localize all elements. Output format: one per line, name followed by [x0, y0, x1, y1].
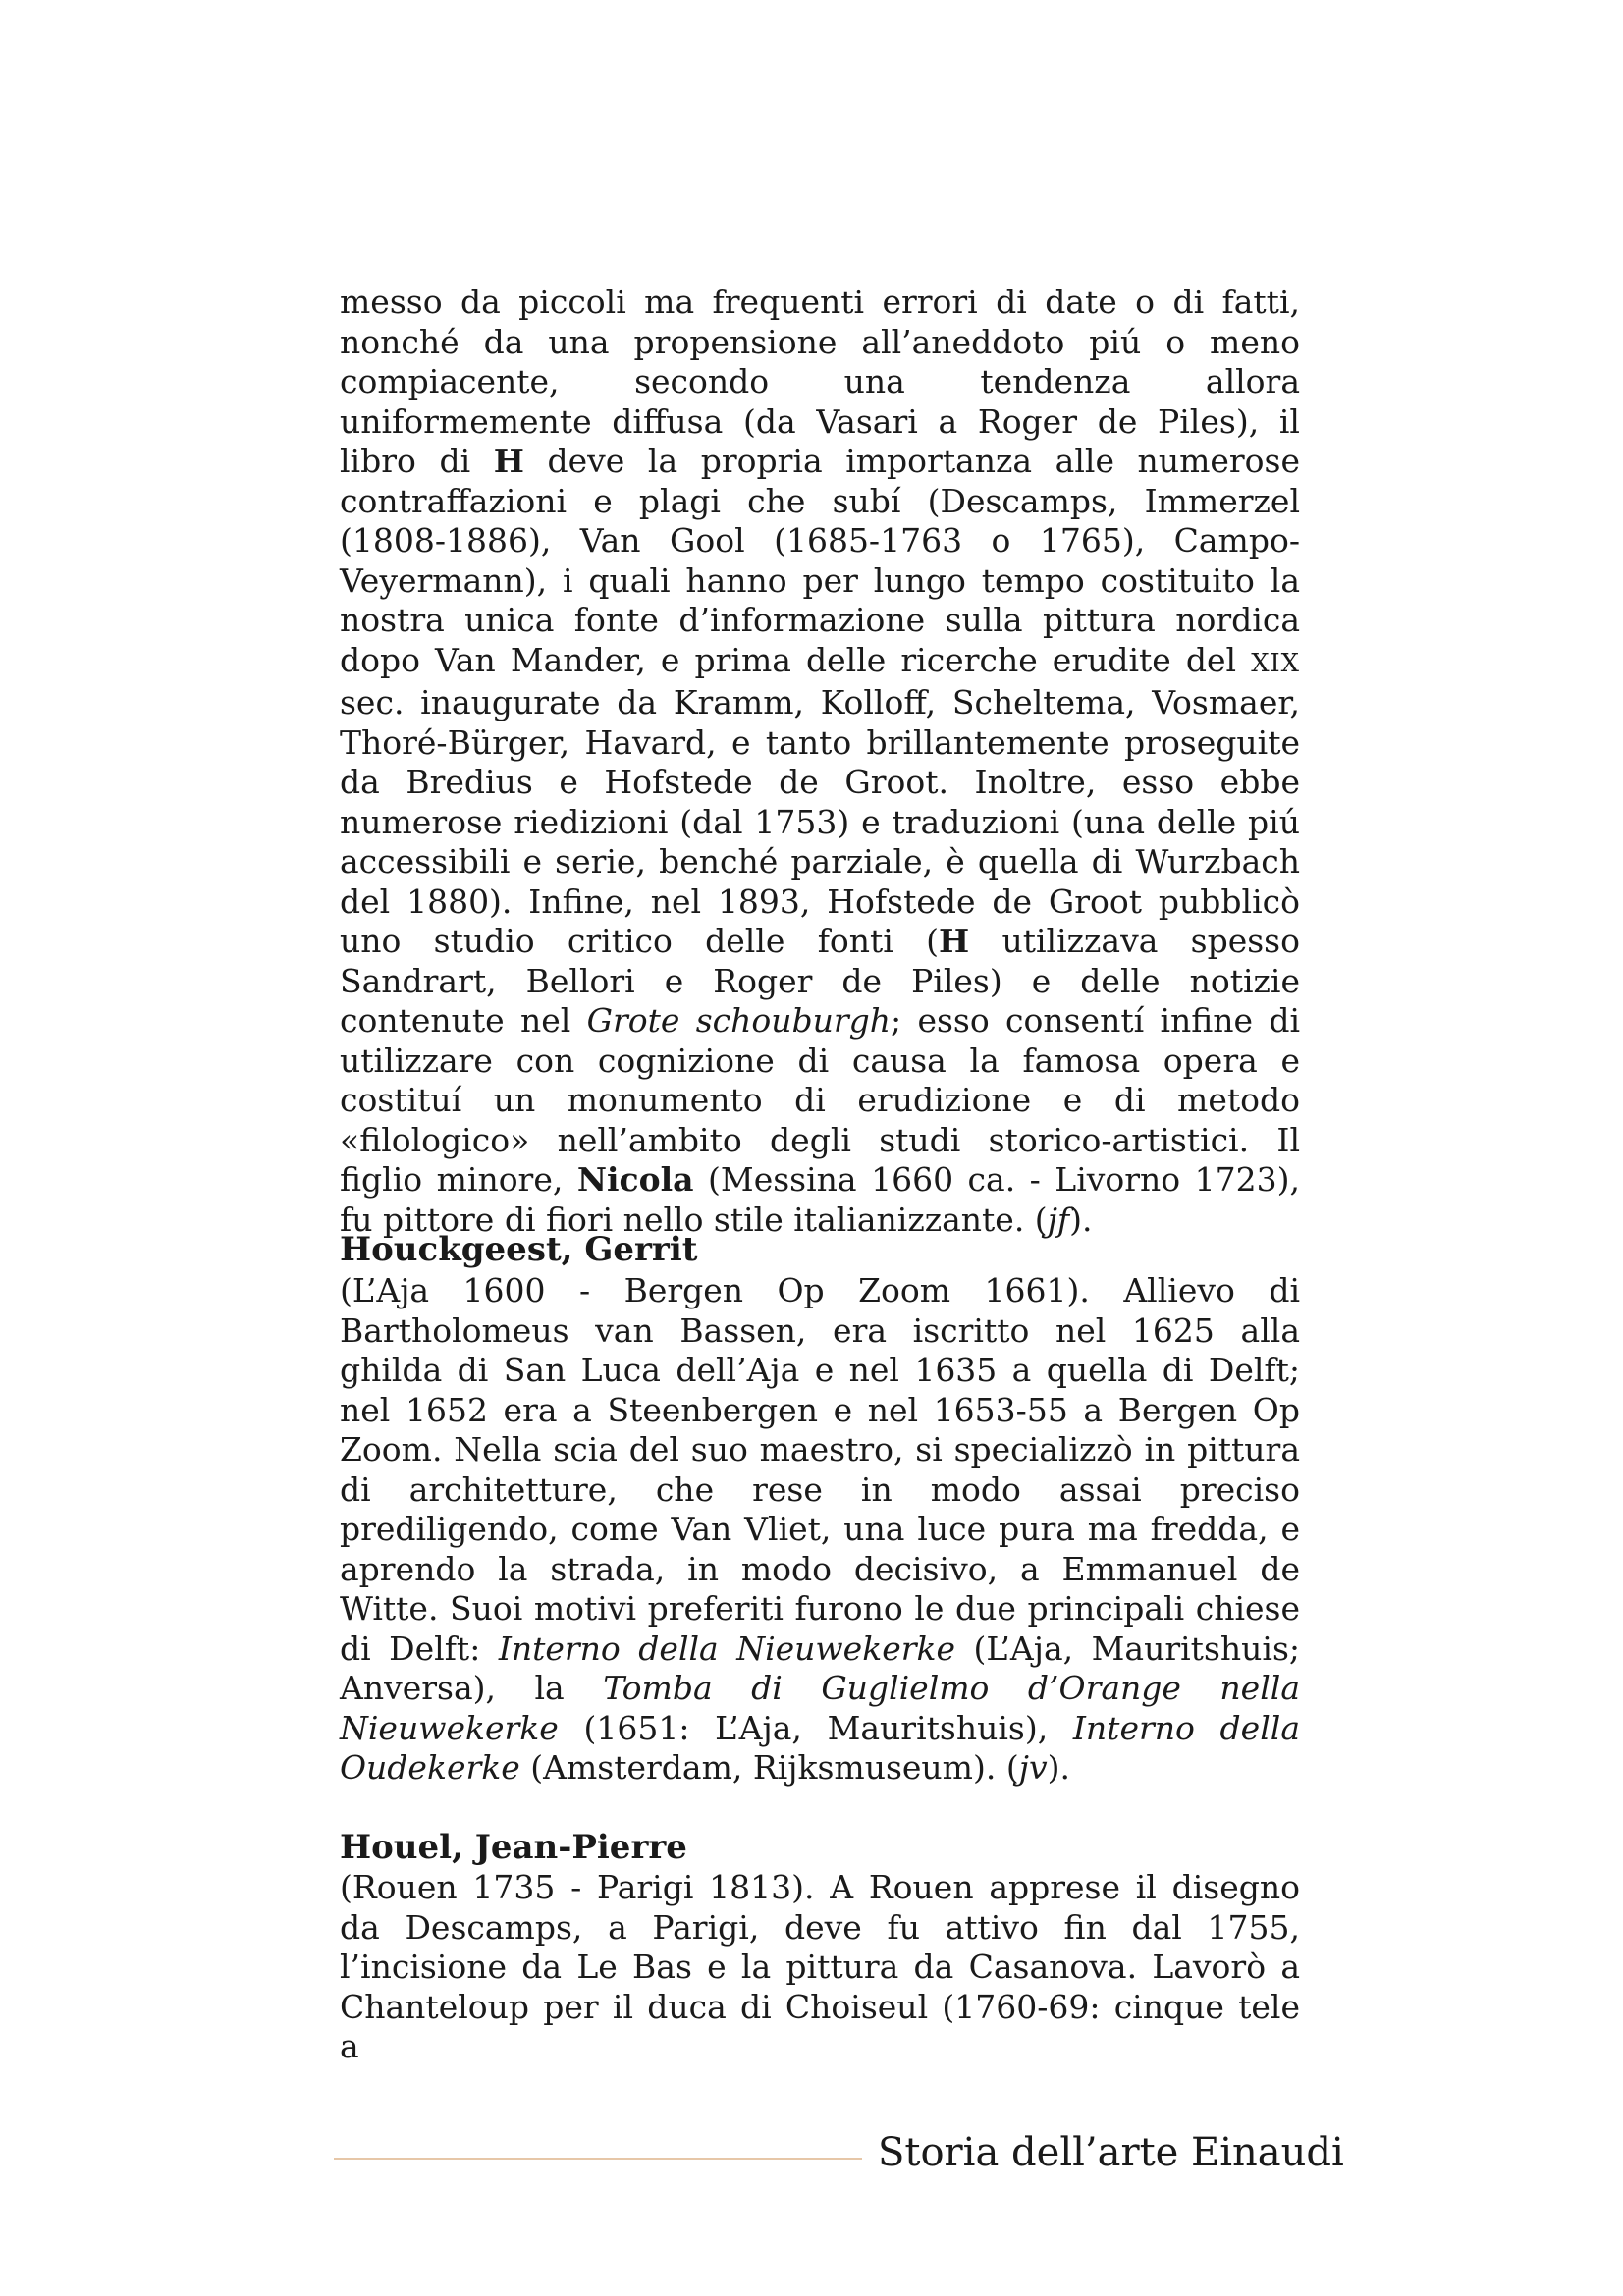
text-run: messo da piccoli ma frequenti errori di date o di fatti, nonché da una propensione all’aneddoto piú o meno compiacente, secondo una tendenza allora uniformemente diffusa (da Vasari a Roger de Piles), il libro di — [340, 283, 1300, 480]
text-run: (Rouen 1735 - Parigi 1813). A Rouen apprese il disegno da Descamps, a Parigi, deve fu attivo fin dal 1755, l’incisione da Le Bas e la pittura da Casanova. Lavorò a Chanteloup per il duca di Choiseul (1760-69: cinque tele a — [340, 1868, 1300, 2065]
text-run: (Messina 1660 ca. - Livorno 1723), fu pittore di fiori nello stile italianizzante. ( — [340, 1160, 1301, 1239]
italic-run: Grote schouburgh — [586, 1001, 892, 1040]
text-run: (L’Aja, Mauritshuis; Anversa), la — [340, 1629, 1300, 1707]
italic-run: jf — [1047, 1200, 1070, 1239]
text-run: ). — [1069, 1200, 1093, 1239]
paragraph — [340, 1271, 1300, 1789]
entry-houel-text — [340, 1868, 1300, 2067]
entry-houckgeest-text — [340, 1271, 1300, 1789]
bold-run: H — [493, 442, 524, 480]
footer-rule — [334, 2158, 862, 2160]
italic-run: Tomba di Guglielmo d’Orange nella Nieuwekerke — [340, 1669, 1300, 1747]
paragraph — [340, 1868, 1300, 2067]
text-run: (L’Aja 1600 - Bergen Op Zoom 1661). Allievo di Bartholomeus van Bassen, era iscritto nel 1625 alla ghilda di San Luca dell’Aja e nel 1635 a quella di Delft; nel 1652 era a Steenbergen e nel 1653-55 a Bergen Op Zoom. Nella scia del suo maestro, si specializzò in pittura di architetture, che rese in modo assai preciso prediligendo, come Van Vliet, una luce pura ma fredda, e aprendo la strada, in modo decisivo, a Emmanuel de Witte. Suoi motivi preferiti furono le due principali chiese di Delft: — [340, 1271, 1300, 1668]
entry-heading-houel: Houel, Jean-Pierre — [340, 1828, 687, 1867]
italic-run: Interno della Nieuwekerke — [498, 1629, 956, 1668]
text-run: sec. inaugurate da Kramm, Kolloff, Scheltema, Vosmaer, Thoré-Bürger, Havard, e tanto brillantemente proseguite da Bredius e Hofstede de Groot. Inoltre, esso ebbe numerose riedizioni (dal 1753) e traduzioni (una delle piú accessibili e serie, benché parziale, è quella di Wurzbach del 1880). Infine, nel 1893, Hofstede de Groot pubblicò uno studio critico delle fonti ( — [340, 683, 1300, 960]
text-run: (1651: L’Aja, Mauritshuis), — [558, 1708, 1073, 1747]
footer-title: Storia dell’arte Einaudi — [878, 2130, 1344, 2175]
text-run: deve la propria importanza alle numerose contraffazioni e plagi che subí (Descamps, Immerzel (1808-1886), Van Gool (1685-1763 o 1765), Campo-Veyermann), i quali hanno per lungo tempo costituito la nostra unica fonte d’informazione sulla pittura nordica dopo Van Mander, e prima delle ricerche erudite del — [340, 442, 1300, 679]
italic-run: jv — [1018, 1748, 1048, 1787]
text-run: utilizzava spesso Sandrart, Bellori e Roger de Piles) e delle notizie contenute nel — [340, 922, 1300, 1040]
bold-run: H — [939, 922, 970, 960]
bold-run: Nicola — [576, 1160, 694, 1199]
text-run: ; esso consentí infine di utilizzare con cognizione di causa la famosa opera e costituí un monumento di erudizione e di metodo «filologico» nell’ambito degli studi storico-artistici. Il figlio minore, — [340, 1001, 1301, 1199]
entry-continuation-text — [340, 283, 1300, 1240]
small-caps-run: XIX — [1251, 648, 1300, 678]
italic-run: Interno della Oudekerke — [340, 1708, 1300, 1787]
paragraph — [340, 283, 1300, 1240]
text-run: (Amsterdam, Rijksmuseum). ( — [519, 1748, 1019, 1787]
entry-heading-houckgeest: Houckgeest, Gerrit — [340, 1230, 698, 1269]
text-run: ). — [1047, 1748, 1070, 1787]
